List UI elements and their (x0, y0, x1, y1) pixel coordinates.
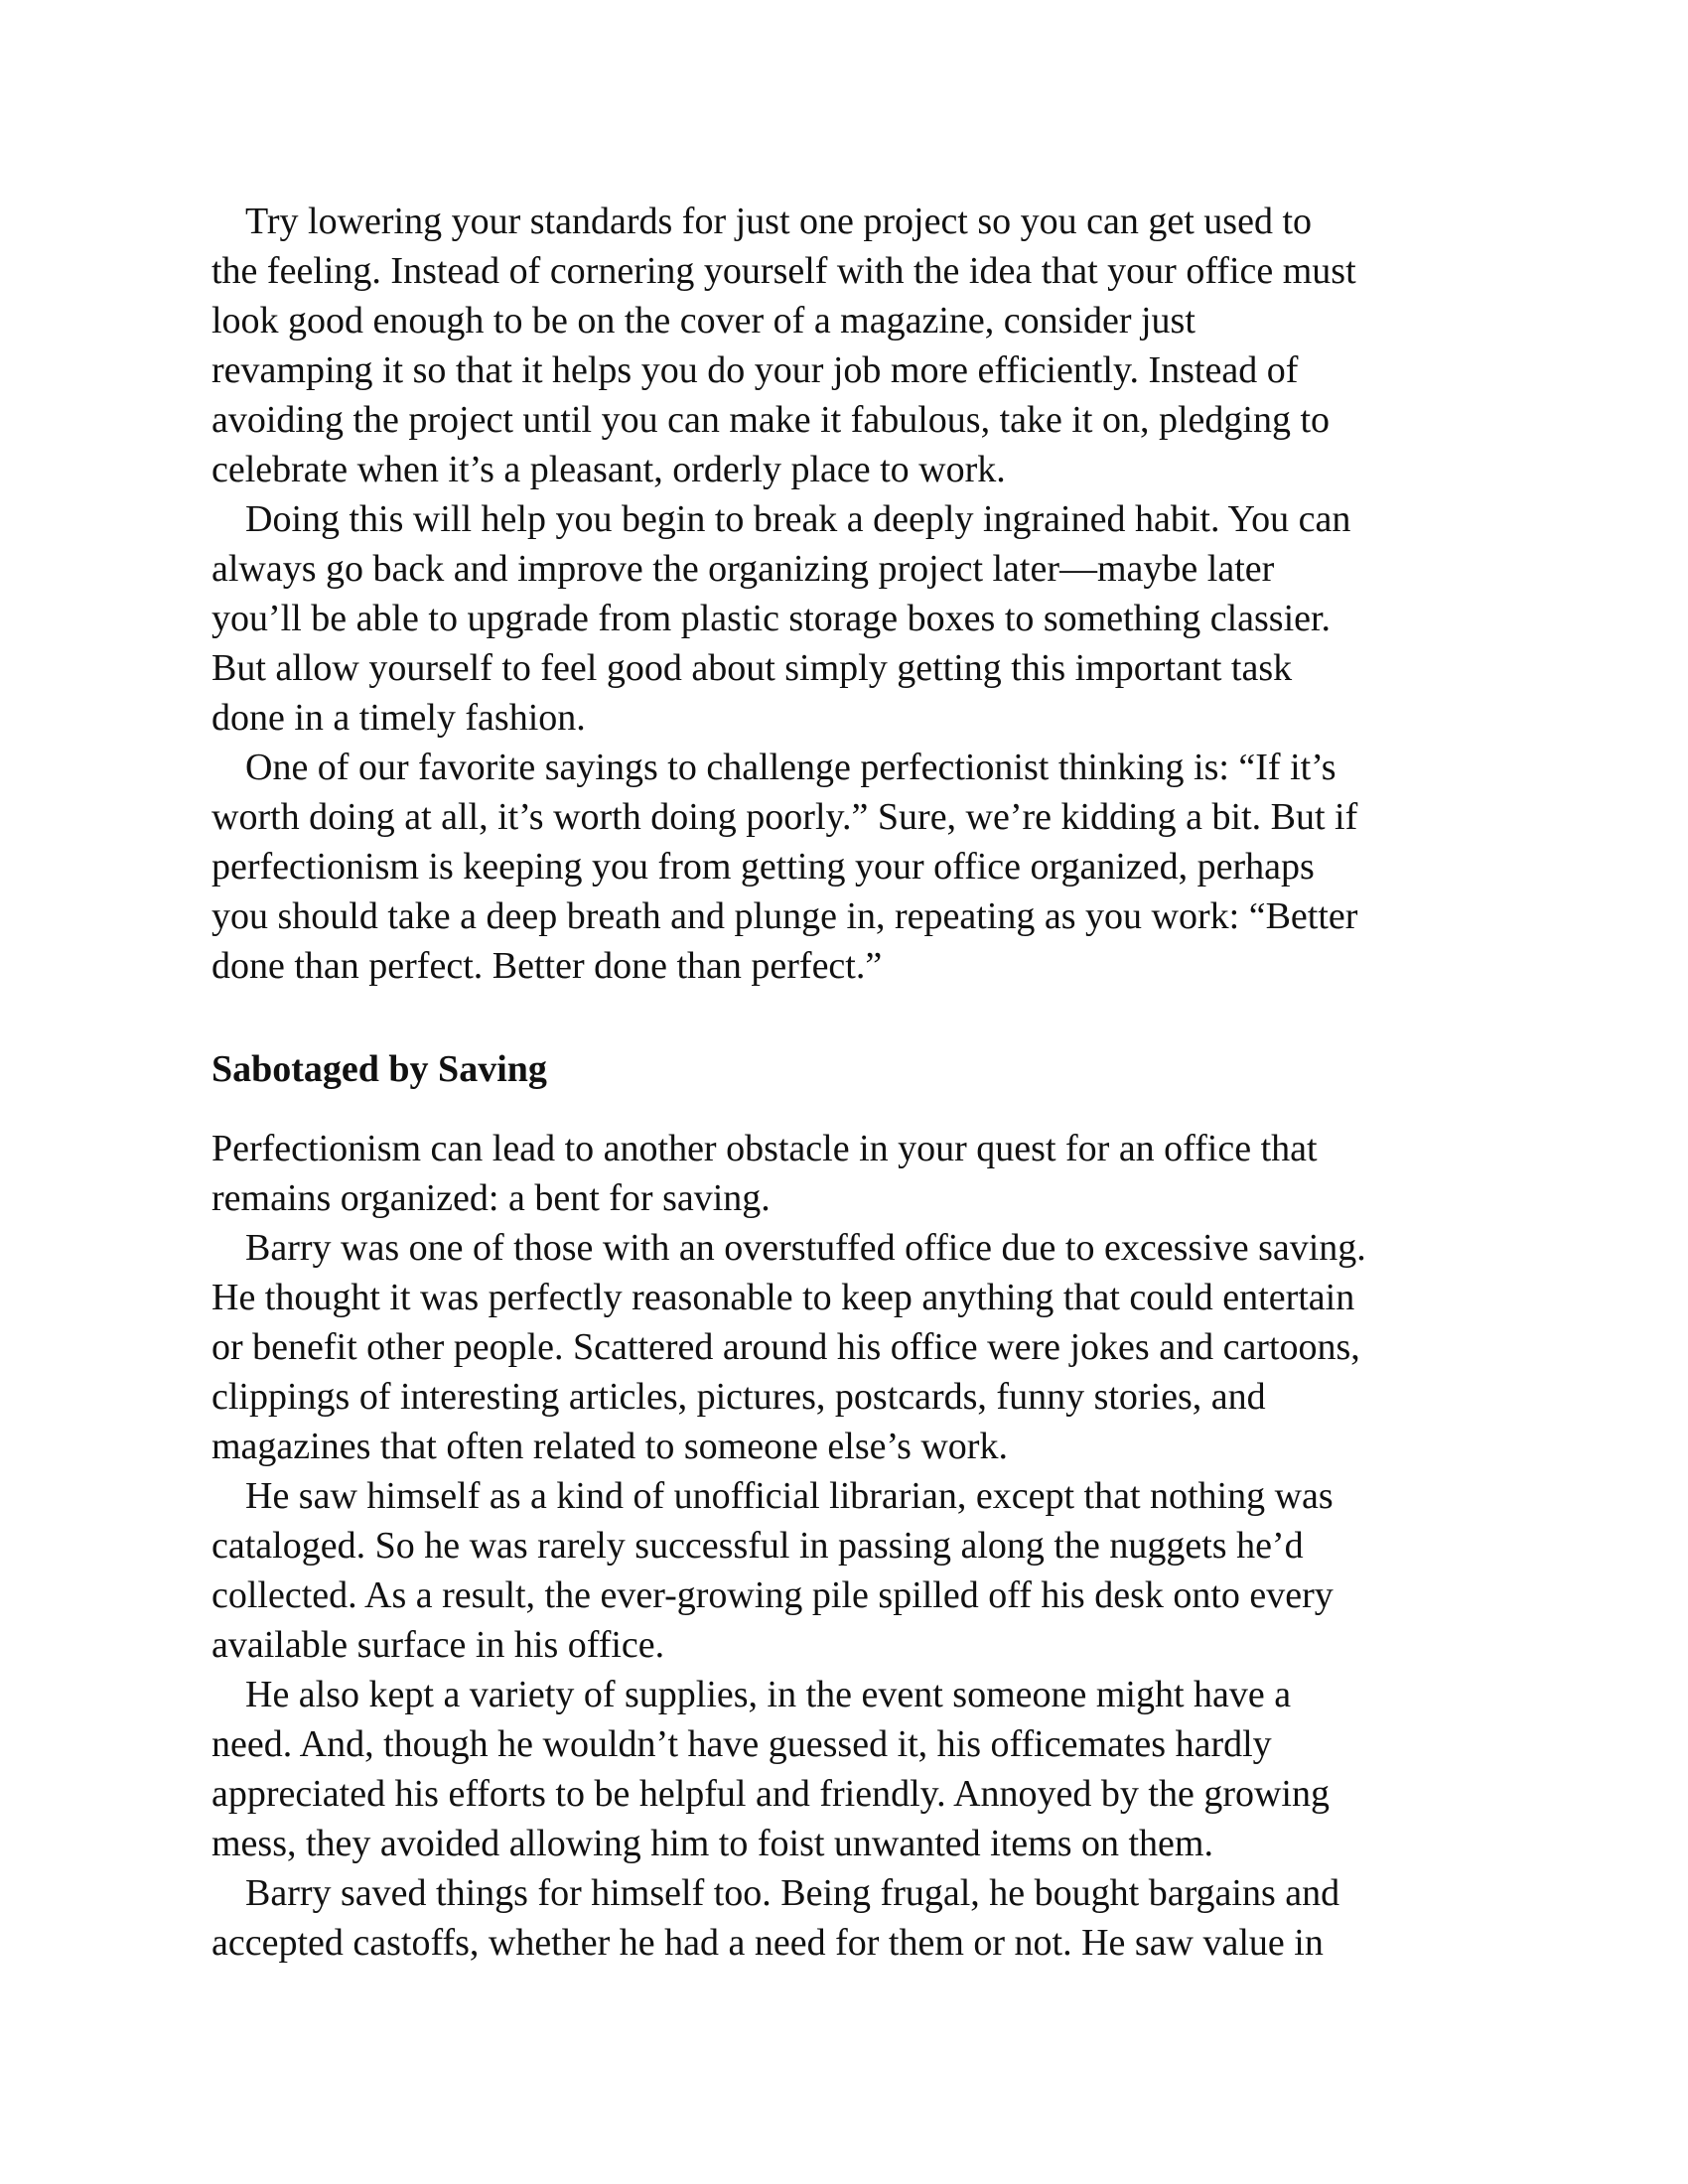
paragraph-unofficial-librarian: He saw himself as a kind of unofficial librarian, except that nothing was cataloged. So he was rarely successful in passing along the nuggets he’d collected. As a result, the ever-growing pile spilled off his desk onto every available surface in his office. (211, 1475, 1334, 1666)
paragraph-favorite-sayings: One of our favorite sayings to challenge perfectionist thinking is: “If it’s worth doing at all, it’s worth doing poorly.” Sure, we’re kidding a bit. But if perfectionism is keeping you from getting your office organized, perhaps you should take a deep breath and plunge in, repeating as you work: “Better done than perfect. Better done than perfect.” (211, 747, 1358, 987)
paragraph-bent-for-saving: Perfectionism can lead to another obstacle in your quest for an office that remains organized: a bent for saving. (211, 1128, 1318, 1219)
paragraph-saved-for-himself: Barry saved things for himself too. Being frugal, he bought bargains and accepted castoffs, whether he had a need for them or not. He saw value in (211, 1872, 1340, 1964)
paragraph-ingrained-habit: Doing this will help you begin to break a deeply ingrained habit. You can always go back and improve the organizing project later—maybe later you’ll be able to upgrade from plastic storage boxes to something classier. But allow yourself to feel good about simply getting this important task done in a timely fashion. (211, 498, 1351, 739)
section-heading: Sabotaged by Saving (211, 1048, 547, 1090)
paragraph-barry-overstuffed: Barry was one of those with an overstuffed office due to excessive saving. He thought it was perfectly reasonable to keep anything that could entertain or benefit other people. Scattered around his office were jokes and cartoons, clippings of interesting articles, pictures, postcards, funny stories, and magazines that often related to someone else’s work. (211, 1227, 1366, 1467)
paragraph-lowering-standards: Try lowering your standards for just one project so you can get used to the feeling. Instead of cornering yourself with the idea that your office must look good enough to be on the cover of a magazine, consider just revamping it so that it helps you do your job more efficiently. Instead of avoiding the project until you can make it fabulous, take it on, pledging to celebrate when it’s a pleasant, orderly place to work. (211, 201, 1356, 490)
document-page (211, 197, 1492, 1968)
paragraph-supplies: He also kept a variety of supplies, in the event someone might have a need. And, though he wouldn’t have guessed it, his officemates hardly appreciated his efforts to be helpful and friendly. Annoyed by the growing mess, they avoided allowing him to foist unwanted items on them. (211, 1674, 1330, 1864)
